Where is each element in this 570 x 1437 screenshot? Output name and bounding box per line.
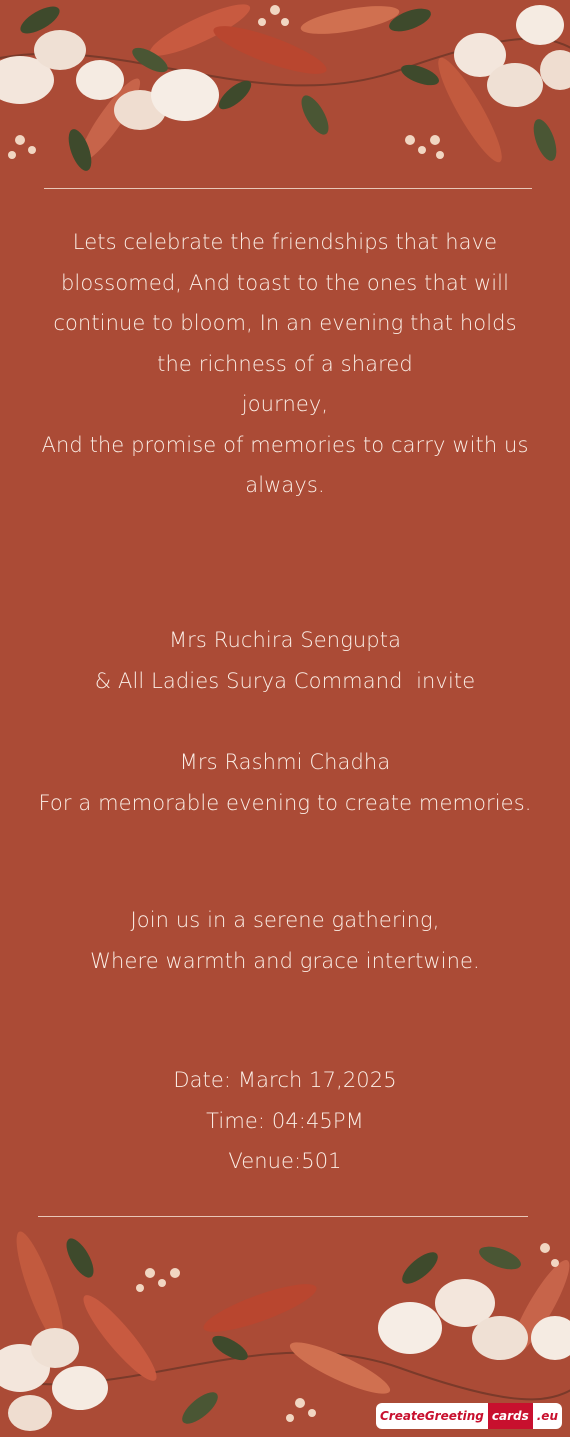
poem-line: Lets celebrate the friendships that have bbox=[72, 230, 498, 254]
host-invite-line: & All Ladies Surya Command invite bbox=[94, 668, 476, 693]
event-time: Time: 04:45PM bbox=[206, 1108, 364, 1133]
host-name: Mrs Ruchira Sengupta bbox=[168, 628, 402, 652]
top-divider bbox=[44, 188, 532, 189]
poem-line: blossomed, And toast to the ones that will bbox=[60, 270, 510, 295]
poem-line: journey, bbox=[241, 392, 329, 416]
guest-line: For a memorable evening to create memories. bbox=[38, 790, 532, 815]
bottom-divider bbox=[38, 1216, 528, 1217]
bottom-branch bbox=[0, 1228, 570, 1432]
gathering-line: Where warmth and grace intertwine. bbox=[90, 948, 480, 973]
watermark-part: cards bbox=[488, 1403, 533, 1429]
gathering-line: Join us in a serene gathering, bbox=[130, 908, 440, 932]
top-branch bbox=[0, 0, 570, 174]
guest-block bbox=[30, 742, 540, 823]
event-details bbox=[30, 1060, 540, 1182]
host-block bbox=[30, 620, 540, 701]
event-date: Date: March 17,2025 bbox=[173, 1068, 397, 1092]
poem-line: always. bbox=[245, 473, 325, 497]
watermark-part: .eu bbox=[533, 1403, 562, 1429]
poem-line: continue to bloom, In an evening that holds bbox=[53, 311, 517, 335]
gathering-block bbox=[30, 900, 540, 981]
poem-line: And the promise of memories to carry with us bbox=[41, 432, 529, 457]
poem-block bbox=[30, 222, 540, 506]
poem-line: the richness of a shared bbox=[157, 351, 413, 376]
top-floral-border bbox=[0, 0, 570, 185]
watermark-logo[interactable] bbox=[376, 1403, 562, 1429]
event-venue: Venue:501 bbox=[228, 1149, 342, 1173]
watermark-part: CreateGreeting bbox=[376, 1403, 488, 1429]
guest-name: Mrs Rashmi Chadha bbox=[179, 750, 391, 774]
